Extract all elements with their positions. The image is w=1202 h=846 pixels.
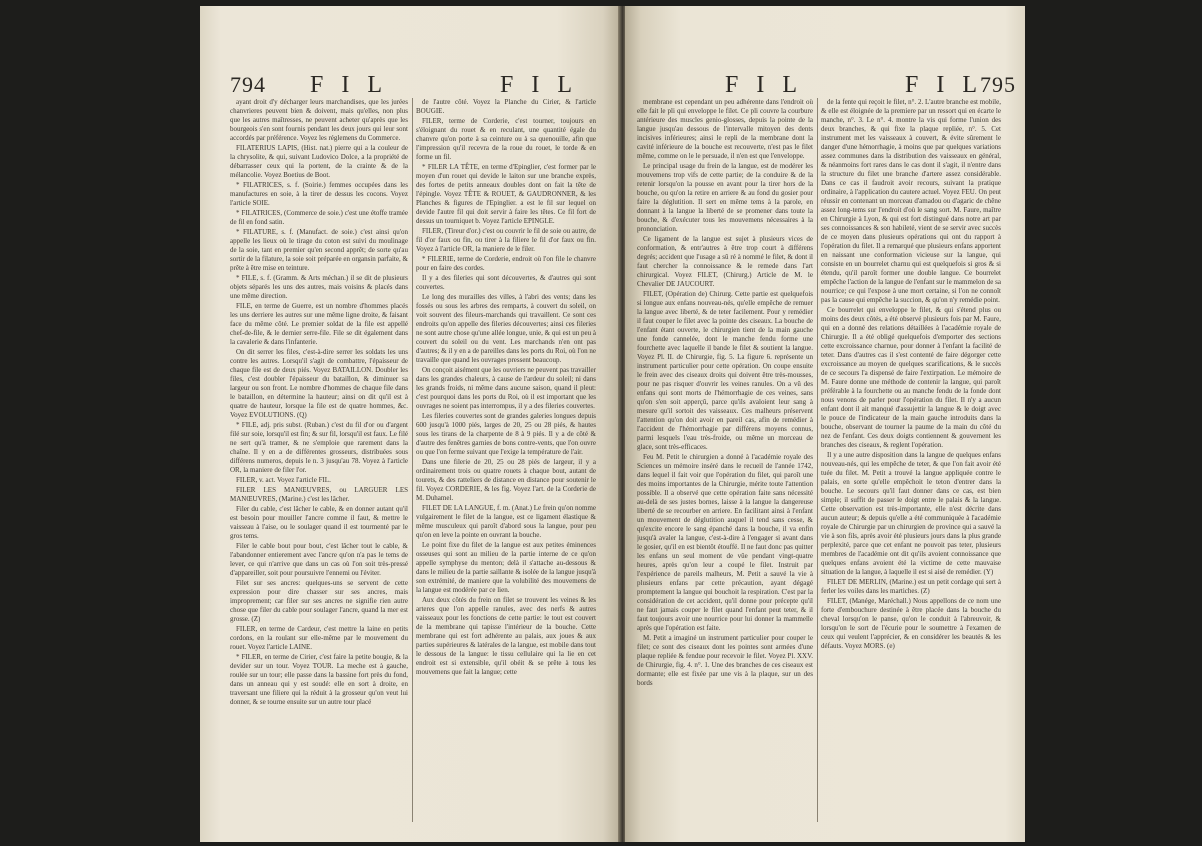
paragraph: FILET DE MERLIN, (Marine.) est un petit cordage qui sert à ferler les voiles dans les martiches. (Z)	[821, 578, 1001, 595]
paragraph: FILET, (Opération de) Chirurg. Cette partie est quelquefois si longue aux enfans nouveau-nés, qu'elle empêche de remuer la langue avec liberté, & de teter facilement. Pour y remédier il faut couper le filet avec la pointe des ciseaux. La bouche de l'enfant étant ouverte, le chirurgien tient de la main gauche une fonde cannelée, dont le manche fendu forme une fourchette avec laquelle il bande le filet & soutient la langue. Voyez Pl. II. de Chirurgie, fig. 5. La figure 6. représente un instrument particulier pour cette opération. On coupe ensuite le frein avec des ciseaux droits qui doivent être très-mousses, pour ne pas risquer d'ouvrir les veines ranules. On a vû des enfans qui sont morts de l'hémorrhagie de ces veines, sans qu'on s'en soit apperçû, parce qu'ils avaloient leur sang à mesure qu'il sortoit des vaisseaux. Ces malheurs préservent l'attention qu'on doit avoir en pareil cas, afin de remédier à l'accident de l'hémorrhagie par différens moyens connus, parmi lesquels l'eau très-froide, ou même un morceau de glace, sont très-efficaces.	[637, 290, 813, 451]
paragraph: FILER, v. act. Voyez l'article FIL.	[236, 476, 331, 484]
left-headword-1: F I L	[310, 72, 388, 98]
paragraph: Filer du cable, c'est lâcher le cable, & en donner autant qu'il est besoin pour mouiller l'ancre comme il faut, & mettre le vaisseau à l'aise, ou le soulager quand il est tourmenté par le gros tems.	[230, 505, 408, 540]
left-headword-2: F I L	[500, 72, 578, 98]
paragraph: Il y a une autre disposition dans la langue de quelques enfans nouveau-nés, qui les empêche de teter, & que l'on fait avoir été tuée du filet. M. Petit a trouvé la langue appliquée contre le palais, en sorte qu'elle empêchoit le teton d'entrer dans la bouche. Le secours qu'il faut donner dans ce cas, est bien simple; il suffit de passer le doigt entre le palais & la langue. Cette observation est très-importante, elle n'est décrite dans aucun auteur; & depuis qu'elle a été communiquée à l'académie royale de Chirurgie par un chirurgien de province qui a sauvé la vie à son fils, après avoir été plusieurs jours dans la plus grande perplexité, parce que cet enfant ne pouvoit pas teter, plusieurs membres de l'académie ont dit qu'ils avoient connoissance que quelques enfans avoient été la victime de cette mauvaise situation de la langue, à laquelle il est si aisé de remédier. (Y)	[821, 451, 1001, 576]
paragraph: Ce bourrelet qui enveloppe le filet, & qui s'étend plus ou moins des deux côtés, a été observé plusieurs fois par M. Faure, qui en a donné des relations détaillées à l'académie royale de Chirurgie. Il a été obligé quelquefois d'emporter des sections cette excroissance charnue, pour donner à l'enfant la facilité de teter. Dans d'autres cas il s'est contenté de faire dégorger cette excroissance au moyen de quelques scarifications, & le succès de ce secours l'a dispensé de faire l'extirpation. Le mémoire de M. Faure donne une méthode de contenir la langue, qui paroît préférable à la fourchette ou au manche fendu de la fonde dont nous venons de parler pour l'opération du filet. Il n'y a aucun enfant dont il ait manqué d'assujettir la langue & le doigt avec le pouce de l'indicateur de la main gauche introduits dans la bouche, observant de tourner la paume de la main du côté du nez de l'enfant. Ces deux doigts contiennent & gouvernent les branches des ciseaux, & reglent l'opération.	[821, 306, 1001, 449]
paragraph: de la fente qui reçoit le filet, n°. 2. L'autre branche est mobile, & elle est éloignée de la premiere par un ressort qui en écarte le manche, n°. 3. Le n°. 4. montre la vis qui forme l'union des deux branches, & qui fixe la plaque repliée, n°. 5. Cet instrument met les vaisseaux à couvert, & évite sûrement le danger d'une hémorrhagie, à moins que par quelques variations assez communes dans la distribution des vaisseaux en général, & néanmoins fort rares dans le cas dont il s'agit, il n'entre dans la structure du filet une branche d'artere assez considérable. Dans ce cas il faudroit avoir recours, suivant la pratique ordinaire, à l'application du cautere actuel. Voyez FEU. On peut réussir en contenant un morceau d'amadou ou d'agaric de chêne assez long-tems sur l'endroit d'où le sang sort. M. Faure, maître en Chirurgie à Lyon, & qui est fort distingué dans notre art par ses connoissances & son habileté, vient de se servir avec succès de ce moyen dans plusieurs opérations qui ont du rapport à l'opération du filet. Il a remarqué que plusieurs enfans apportent en naissant une conformation vicieuse sur la langue, qui consiste en un bourrelet charnu qui est quelquefois si gros & si étendu, qu'il paroît former une double langue. Ce bourrelet empêche l'action de la langue de l'enfant sur le mammelon de sa nourrice; ce qui l'expose à une mort certaine, si l'on ne connoît pas la cause qui empêche la succion, & qu'on n'y remédie point.	[821, 98, 1001, 304]
paragraph: FILE, en terme de Guerre, est un nombre d'hommes placés les uns derriere les autres sur une même ligne droite, & faisant face du même côté. Le premier soldat de la file est appellé chef-de-file, & le dernier serre-file. File se dit également dans la cavalerie & dans l'infanterie.	[230, 302, 408, 346]
right-page	[625, 6, 1025, 842]
paragraph: M. Petit a imaginé un instrument particulier pour couper le filet; ce sont des ciseaux dont les pointes sont armées d'une plaque repliée & fendue pour recevoir le filet. Voyez Pl. XXV. de Chirurgie, fig. 4. n°. 1. Une des branches de ces ciseaux est dormante; elle est fixée par une vis à la plaque, sur un des bords	[637, 634, 813, 687]
paragraph: Feu M. Petit le chirurgien a donné à l'académie royale des Sciences un mémoire inséré dans le recueil de l'année 1742, dans lequel il fait voir que l'opération du filet, qui paroît une des moins importantes de la Chirurgie, mérite toute l'attention possible. Il a observé que cette opération faite sans nécessité au-delà de ses justes bornes, laisse à la langue la dangereuse liberté de se recourber en arriere. En facilitant ainsi à l'enfant un mouvement de déglutition auquel il tend sans cesse, & qu'excite encore le sang épanché dans la bouche, il va enfin jusqu'à avaler la langue, c'est-à-dire à l'engager si avant dans le gosier, qu'il en est bientôt étouffé. Il ne faut donc pas quitter les enfans un seul moment de vûe pendant vingt-quatre heures, après qu'on leur a coupé le filet. Instruit par l'expérience de pareils malheurs, M. Petit a sauvé la vie à plusieurs enfans par cette précaution, ayant dégagé promptement la langue qui bouchoit la respiration. C'est par la considération de cet accident, qu'il donne pour précepte qu'il ne faut jamais couper le filet quand l'enfant peut teter, & il faut toujours avoir une nourrice pour lui donner la mammelle après que l'opération est faite.	[637, 453, 813, 632]
paragraph: On dit serrer les files, c'est-à-dire serrer les soldats les uns contre les autres. Lorsqu'il s'agit de combattre, l'épaisseur de chaque file est de deux piés. Voyez BATAILLON. Doubler les files, c'est doubler l'épaisseur du bataillon, & diminuer sa largeur ou son front. Le nombre d'hommes de chaque file dans le bataillon, en détermine la hauteur; ainsi on dit qu'il est à quatre de hauteur, lorsque la file est de quatre hommes, &c. Voyez EVOLUTIONS. (Q)	[230, 348, 408, 419]
paragraph: de l'autre côté. Voyez la Planche du Cirier, & l'article BOUGIE.	[416, 98, 596, 115]
paragraph: * FILATRICES, (Commerce de soie.) c'est une étoffe tramée de fil en fond satin.	[230, 209, 408, 226]
paragraph: * FILER, en terme de Cirier, c'est faire la petite bougie, & la devider sur un tour. Voyez TOUR. La meche est à gauche, roulée sur un tour; elle passe dans la bassine fort près du fond, dans un anneau qui y est soudé: elle en sort à droite, en traversant une filiere qui la réduit à la grosseur qu'on veut lui donner, & se tourne ensuite sur un autre tour placé	[230, 653, 408, 706]
right-page-columns	[625, 98, 1025, 832]
paragraph: Il y a des fileries qui sont découvertes, & d'autres qui sont couvertes.	[416, 274, 596, 291]
left-column-rule	[412, 98, 413, 822]
paragraph: FILATERIUS LAPIS, (Hist. nat.) pierre qui a la couleur de la chrysolite, & qui, suivant Ludovico Dolce, a la propriété de débarrasser ceux qui la portent, de la crainte & de la mélancolie. Voyez Boetius de Boot.	[230, 144, 408, 179]
paragraph: * FILER LA TÊTE, en terme d'Epinglier, c'est former par le moyen d'un rouet qui devide le laiton sur une branche exprès, des fortes de petits anneaux doubles dont on fait la tête de l'épingle. Voyez TÊTE & ROUET, & GAUDRONNER, & les Planches & figures de l'Epinglier. a est le fil sur lequel on devide l'autre fil qui doit servir à faire les têtes. Ce fil fort de dessus un tourniquet b. Voyez l'article EPINGLE.	[416, 163, 596, 225]
paragraph: Ce ligament de la langue est sujet à plusieurs vices de conformation, & entr'autres à être trop court à différens degrés; accident que l'usage a sû ré à nommé le filet, & dont il faut chercher la connoissance & le remede dans l'art chirurgical. Voyez FILET, (Chirurg.) Article de M. le Chevalier DE JAUCOURT.	[637, 235, 813, 288]
paragraph: Le principal usage du frein de la langue, est de modérer les mouvemens trop vifs de cette partie; de la conduire & de la retenir lorsqu'on la pousse en avant pour la tirer hors de la bouche, ou qu'on la retire en arriere & au fond du gosier pour faire la déglutition. Il sert en même tems à la parole, en donnant à la langue la liberté de se promener dans toute la bouche, & d'exécuter tous les mouvemens nécessaires à la prononciation.	[637, 162, 813, 233]
paragraph: * FILATRICES, s. f. (Soirie.) femmes occupées dans les manufactures en soie, à la tirer de dessus les cocons. Voyez l'article SOIE.	[230, 181, 408, 207]
paragraph: Le point fixe du filet de la langue est aux petites éminences osseuses qui sont au milieu de la partie interne de ce qu'on appelle symphyse du menton; delà il s'attache au-dessous & dans le milieu de la partie saillante & isolée de la langue jusqu'à son extrémité, de maniere que la volubilité des mouvemens de la langue est modérée par ce lien.	[416, 541, 596, 594]
right-column-1	[637, 98, 813, 832]
right-page-header	[625, 72, 1025, 98]
paragraph: FILER, en terme de Cardeur, c'est mettre la laine en petits cordons, en la roulant sur elle-même par le mouvement du rouet. Voyez l'article LAINE.	[230, 625, 408, 651]
paragraph: * FILE, adj. pris subst. (Ruban.) c'est du fil d'or ou d'argent filé sur soie, lorsqu'il est fin; & sur fil, lorsqu'il est faux. Le filé ne sert qu'à tramer, & ne s'emploie que rarement dans la chaîne. Il y en a de différentes grosseurs, distribuées sous différens numeros, depuis le n. 3 jusqu'au 78. Voyez à l'article OR, la maniere de filer l'or.	[230, 421, 408, 474]
left-column-2	[416, 98, 596, 832]
paragraph: * FILERIE, terme de Corderie, endroit où l'on file le chanvre pour en faire des cordes.	[416, 255, 596, 272]
paragraph: Dans une filerie de 20, 25 ou 28 piés de largeur, il y a ordinairement trois ou quatre rouets à chaque bout, autant de tourets, & des ratteliers de distance en distance pour soutenir le fil. Voyez CORDERIE, & les fig. Voyez l'art. de la Corderie de M. Duhamel.	[416, 458, 596, 502]
paragraph: FILER, (Tireur d'or.) c'est ou couvrir le fil de soie ou autre, de fil d'or faux ou fin, ou tirer à la filiere le fil d'or faux ou fin. Voyez à l'article OR, la maniere de le filer.	[416, 227, 596, 253]
paragraph: * FILATURE, s. f. (Manufact. de soie.) c'est ainsi qu'on appelle les lieux où le tirage du coton est suivi du moulinage de la soie, tant en premier qu'en second apprêt; de sorte qu'au sortir de la filature, la soie soit préparée en organsin parfaite, & prête à être mise en teinture.	[230, 228, 408, 272]
left-page-number: 794	[230, 72, 266, 97]
paragraph: FILET, (Manége, Maréchall.) Nous appellons de ce nom une forte d'embouchure destinée à être placée dans la bouche du cheval lorsqu'on le panse, qu'on le conduit à l'abreuvoir, & lorsqu'on le sort de l'écurie pour le soumettre à l'examen de ceux qui veulent l'apprécier, & en considérer les beautés & les défauts. Voyez MORS. (e)	[821, 597, 1001, 650]
left-column-1	[230, 98, 408, 832]
left-page	[200, 6, 620, 842]
left-page-columns	[200, 98, 620, 832]
paragraph: FILER, terme de Corderie, c'est tourner, toujours en s'éloignant du rouet & en reculant, une quantité égale du chanvre qu'on porte à sa ceinture ou à sa quenouille, afin que l'impression qu'il recevra de la roue du rouet, le torde & en forme un fil.	[416, 117, 596, 161]
right-page-number: 795	[980, 72, 1016, 97]
paragraph: Le long des murailles des villes, à l'abri des vents; dans les fossés ou sous les arbres des remparts, à couvert du soleil, on voit souvent des fileurs-marchands qui travaillent. Ce sont ces endroits qu'on appelle des fileries découvertes; ainsi ces fileries ne sont autre chose qu'une allée longue, unie, & qui est un peu à couvert du soleil ou du vent. Les marchands n'en ont pas d'autres; & il y en a de pareilles dans les ports du Roi, où l'on ne travaille que quand les ouvrages pressent beaucoup.	[416, 293, 596, 364]
paragraph: FILER LES MANŒUVRES, ou LARGUER LES MANŒUVRES, (Marine.) c'est les lâcher.	[230, 486, 408, 503]
right-headword-2: F I L	[905, 72, 983, 98]
left-page-header	[200, 72, 620, 98]
paragraph: * FILE, s. f. (Gramm. & Arts méchan.) il se dit de plusieurs objets séparés les uns des autres, mais voisins & placés dans une même direction.	[230, 274, 408, 300]
right-column-rule	[817, 98, 818, 822]
paragraph: Filet sur ses ancres: quelques-uns se servent de cette expression pour dire chasser sur ses ancres, mais improprement; car filer sur ses ancres ne signifie rien autre chose que filer du cable pour soulager l'ancre, quand la mer est grosse. (Z)	[230, 579, 408, 623]
right-column-2	[821, 98, 1001, 832]
paragraph: On conçoit aisément que les ouvriers ne peuvent pas travailler dans les grandes chaleurs, à cause de l'ardeur du soleil; ni dans les grands froids, ni même dans aucune saison, quand il pleut: c'est pourquoi dans les ports du Roi, où il est important que les ouvrages ne soient pas interrompus, il y a des fileries couvertes.	[416, 366, 596, 410]
paragraph: membrane est cependant un peu adhérente dans l'endroit où elle fait le pli qui enveloppe le filet. Ce pli couvre la courbure antérieure des muscles genio-glosses, depuis la pointe de la langue jusqu'au dessous de l'intervalle mitoyen des dents incisives inférieures; ainsi le repli de la membrane dont la cavité inférieure de la bouche est recouverte, n'est pas le filet même, comme on le le persuade, il n'en est que l'enveloppe.	[637, 98, 813, 160]
paragraph: ayant droit d'y décharger leurs marchandises, que les jurées chanvrieres peuvent bien & doivent, mais qu'elles, non plus que les autres maîtresses, ne peuvent acheter qu'après que les bourgeois s'en sont fournis pendant les deux jours qui leur sont accordés par préférence. Voyez les réglemens du Commerce.	[230, 98, 408, 142]
paragraph: Filer le cable bout pour bout, c'est lâcher tout le cable, & l'abandonner entierement avec l'ancre qu'on n'a pas le tems de lever, ce qui n'arrive que dans un cas où l'on soit très-pressé d'appareiller, soit pour poursuivre l'ennemi ou l'éviter.	[230, 542, 408, 577]
paragraph: Les fileries couvertes sont de grandes galeries longues depuis 600 jusqu'à 1000 piés, larges de 20, 25 ou 28 piés, & hautes sous les tirans de la charpente de 8 à 9 piés. Il y a de côté & d'autre des fenêtres garnies de bons contre-vents, que l'on ouvre ou que l'on ferme suivant que l'exige la température de l'air.	[416, 412, 596, 456]
paragraph: Aux deux côtés du frein on filet se trouvent les veines & les arteres que l'on appelle ranules, avec des nerfs & autres vaisseaux pour les fonctions de cette partie: le tout est couvert de la membrane qui tapisse l'intérieur de la bouche. Cette membrane qui est fort adhérente au palais, aux joues & aux parties supérieures & latérales de la langue, est mobile dans tout le dessous de la langue: le tissu cellulaire qui la lie en cet endroit est si extensible, qu'il obéit & se prête à tous les mouvemens que fait la langue; cette	[416, 596, 596, 676]
paragraph: FILET DE LA LANGUE, f. m. (Anat.) Le frein qu'on nomme vulgairement le filet de la langue, est ce ligament élastique & même musculeux qui paroît d'abord sous la langue, pour peu qu'on en leve la pointe en ouvrant la bouche.	[416, 504, 596, 539]
right-headword-1: F I L	[725, 72, 803, 98]
